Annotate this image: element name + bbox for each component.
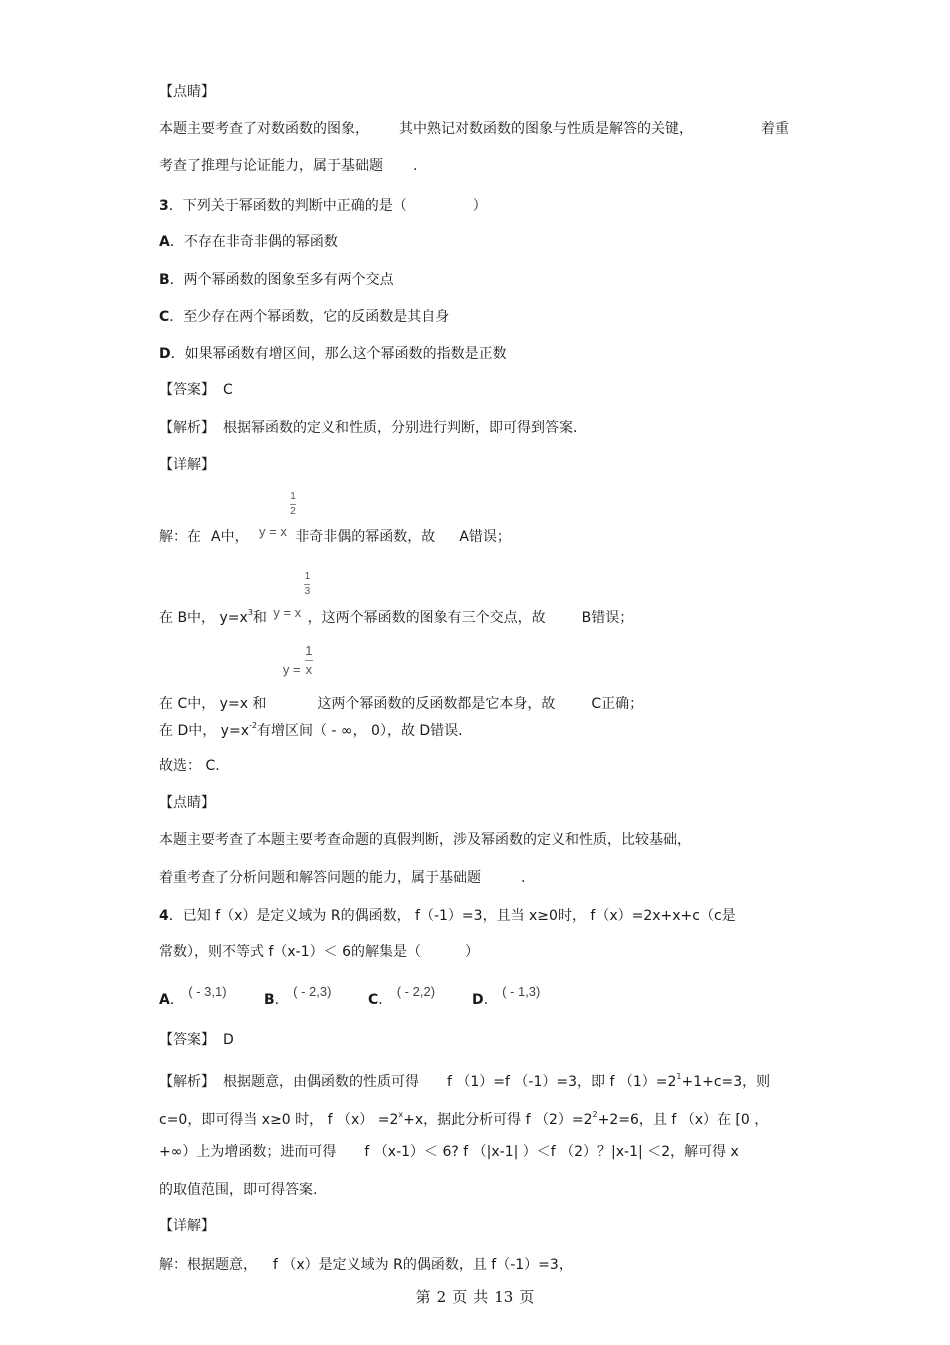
q4-option-c: C.( - 2,2)	[368, 984, 436, 1008]
q3-stem: 3．下列关于幂函数的判断中正确的是（ ）	[159, 198, 487, 214]
q4-analysis-line-3: +∞）上为增函数；进而可得 f （x-1）＜ 6? f （|x-1| ）＜f （2）？|x-1| ＜2，解可得 x	[159, 1144, 739, 1160]
q3-dianjing-label: 【点睛】	[159, 795, 215, 811]
q3-dianjing-line-2: 着重考查了分析问题和解答问题的能力，属于基础题 .	[159, 870, 526, 886]
q4-analysis-line-1: 【解析】 根据题意，由偶函数的性质可得 f （1）=f （-1）=3，即 f $(1)=2^1+1+c=3$，则	[159, 1072, 771, 1090]
dianjing-text-2: 考查了推理与论证能力，属于基础题 .	[159, 158, 418, 174]
q3-option-b: B．两个幂函数的图象至多有两个交点	[159, 272, 394, 288]
page-footer: 第 2 页 共 13 页	[415, 1288, 535, 1306]
q3-answer: 【答案】 C	[159, 382, 233, 398]
q3-formula-x-half: y = x 1 2	[259, 491, 296, 539]
page-number: 2	[436, 1288, 447, 1306]
q4-analysis-line-2: c=0，即可得当 x≥0 时， f $(x) =2^x+x$，据此分析可得 f $(2)=2^2+2=6$，且 f （x）在 [0 ，	[159, 1110, 769, 1128]
q3-option-a: A．不存在非奇非偶的幂函数	[159, 234, 338, 250]
q3-option-c: C．至少存在两个幂函数，它的反函数是其自身	[159, 309, 450, 325]
q3-detail-line-2: 在 B中， $y=x^3$和 y = x 1 3 ，这两个幂函数的图象有三个交点，故 B错误；	[159, 571, 634, 626]
q4-detail-label: 【详解】	[159, 1218, 215, 1234]
q3-formula-x-third: y = x 1 3	[273, 571, 311, 620]
dianjing-label-1: 【点睛】	[159, 84, 215, 100]
q4-detail-line-1: 解：根据题意， f （x）是定义域为 R的偶函数，且 f（-1）=3，	[159, 1257, 573, 1273]
q4-stem-line-1: 4．已知 f（x）是定义域为 R的偶函数， f（-1）=3，且当 x≥0时， f（x）=2x+x+c（c是	[159, 908, 736, 924]
q3-detail-line-1: 解：在 A中， y = x 1 2 非奇非偶的幂函数，故 A错误；	[159, 491, 511, 545]
q3-detail-line-3: 在 C中， y=x 和 y = 1 x 这两个幂函数的反函数都是它本身，故 C正确；	[159, 643, 644, 712]
q3-detail-label: 【详解】	[159, 457, 215, 473]
q4-option-d: D.( - 1,3)	[472, 984, 541, 1008]
q4-option-a: A.( - 3,1)	[159, 984, 227, 1008]
q3-dianjing-line-1: 本题主要考查了本题主要考查命题的真假判断，涉及幂函数的定义和性质，比较基础，	[159, 832, 691, 848]
q4-stem-line-2: 常数），则不等式 f（x-1）＜ 6的解集是（ ）	[159, 944, 479, 960]
q4-answer: 【答案】 D	[159, 1032, 234, 1048]
page-total: 13	[494, 1288, 514, 1306]
q3-option-d: D．如果幂函数有增区间，那么这个幂函数的指数是正数	[159, 346, 507, 362]
q3-detail-line-5: 故选： C.	[159, 758, 220, 774]
q3-analysis: 【解析】 根据幂函数的定义和性质，分别进行判断，即可得到答案.	[159, 420, 578, 436]
dianjing-text-1: 本题主要考查了对数函数的图象， 其中熟记对数函数的图象与性质是解答的关键， 着重	[159, 121, 789, 137]
q4-option-b: B.( - 2,3)	[264, 984, 332, 1008]
q3-formula-one-over-x: y = 1 x	[282, 643, 313, 677]
q3-detail-line-4: 在 D中， $y=x^{-2}$有增区间（ - ∞， 0），故 D错误.	[159, 721, 463, 739]
q4-analysis-line-4: 的取值范围，即可得答案.	[159, 1182, 318, 1198]
